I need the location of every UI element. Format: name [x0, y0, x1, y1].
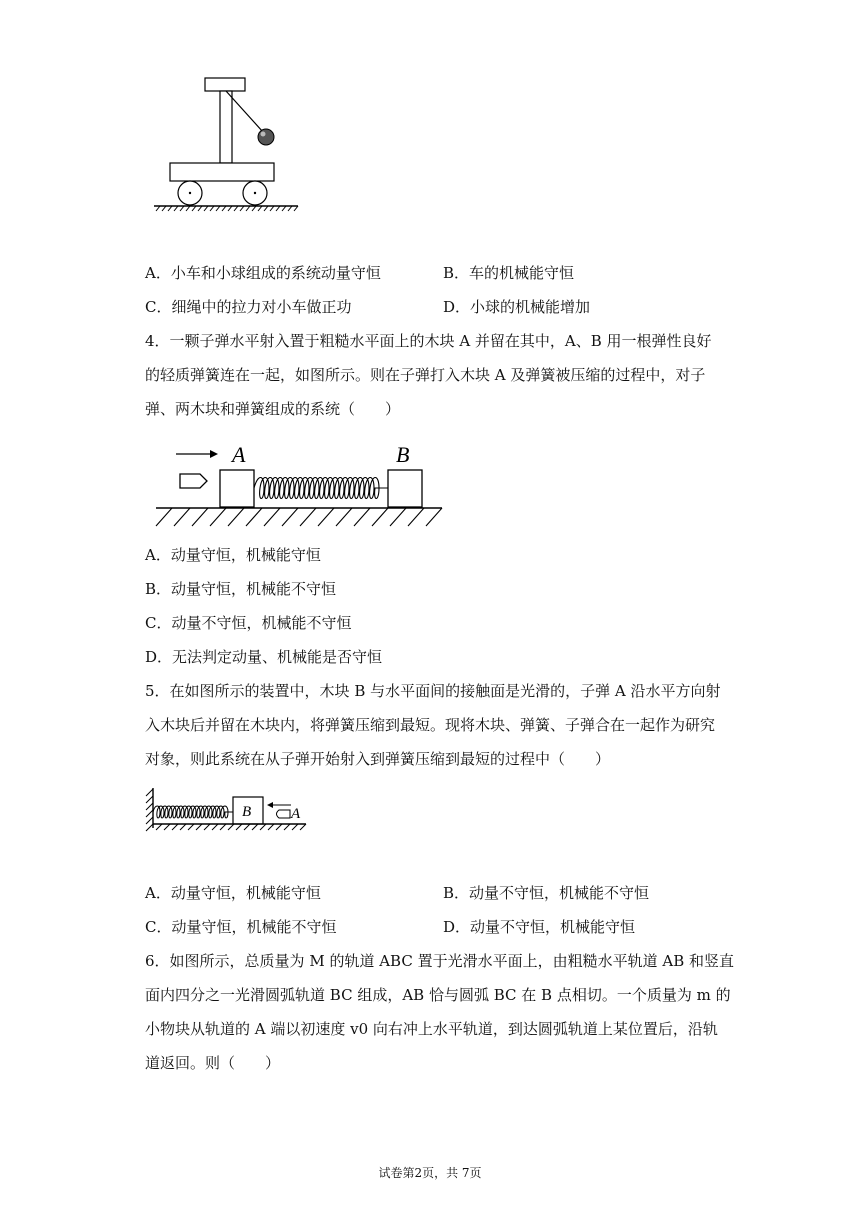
q4-stem-line-1: 4．一颗子弹水平射入置于粗糙水平面上的木块 A 并留在其中，A、B 用一根弹性良好	[145, 332, 712, 350]
q5-stem-line-2: 入木块后并留在木块内，将弹簧压缩到最短。现将木块、弹簧、子弹合在一起作为研究	[145, 716, 716, 734]
q5-stem-line-1: 5．在如图所示的装置中，木块 B 与水平面间的接触面是光滑的，子弹 A 沿水平方向射	[145, 682, 721, 700]
q6-stem-line-4: 道返回。则（ ）	[145, 1054, 281, 1072]
q4-stem-line-2: 的轻质弹簧连在一起，如图所示。则在子弹打入木块 A 及弹簧被压缩的过程中，对子	[145, 366, 706, 384]
q5-option-a[interactable]: A．动量守恒，机械能守恒	[145, 884, 321, 902]
q3-option-a[interactable]: A．小车和小球组成的系统动量守恒	[145, 264, 381, 282]
bullet-spring-blocks-figure	[152, 440, 446, 530]
q6-stem-line-1: 6．如图所示，总质量为 M 的轨道 ABC 置于光滑水平面上，由粗糙水平轨道 AB 和竖直	[145, 952, 734, 970]
page-footer: 试卷第2页，共 7页	[378, 1166, 482, 1180]
q4-option-c[interactable]: C．动量不守恒，机械能不守恒	[145, 614, 352, 632]
block-b-label-q5: B	[242, 804, 252, 820]
q6-stem-line-3: 小物块从轨道的 A 端以初速度 v0 向右冲上水平轨道，到达圆弧轨道上某位置后，沿轨	[145, 1020, 718, 1038]
bullet-a-label-q5: A	[291, 806, 301, 822]
q6-stem-line-2: 面内四分之一光滑圆弧轨道 BC 组成，AB 恰与圆弧 BC 在 B 点相切。一个质量为 m 的	[145, 986, 731, 1004]
q4-stem-line-3: 弹、两木块和弹簧组成的系统（ ）	[145, 400, 401, 418]
block-a-label: A	[232, 442, 246, 467]
cart-pendulum-figure	[150, 74, 302, 214]
q4-option-d[interactable]: D．无法判定动量、机械能是否守恒	[145, 648, 383, 666]
q3-option-b[interactable]: B．车的机械能守恒	[443, 264, 575, 282]
q5-option-d[interactable]: D．动量不守恒，机械能守恒	[443, 918, 636, 936]
q5-option-c[interactable]: C．动量守恒，机械能不守恒	[145, 918, 337, 936]
q4-option-b[interactable]: B．动量守恒，机械能不守恒	[145, 580, 337, 598]
q3-option-d[interactable]: D．小球的机械能增加	[443, 298, 591, 316]
q3-option-c[interactable]: C．细绳中的拉力对小车做正功	[145, 298, 352, 316]
q5-stem-line-3: 对象，则此系统在从子弹开始射入到弹簧压缩到最短的过程中（ ）	[145, 750, 611, 768]
q5-option-b[interactable]: B．动量不守恒，机械能不守恒	[443, 884, 650, 902]
q4-option-a[interactable]: A．动量守恒，机械能守恒	[145, 546, 321, 564]
wall-spring-block-figure	[144, 786, 310, 836]
block-b-label: B	[396, 442, 410, 467]
